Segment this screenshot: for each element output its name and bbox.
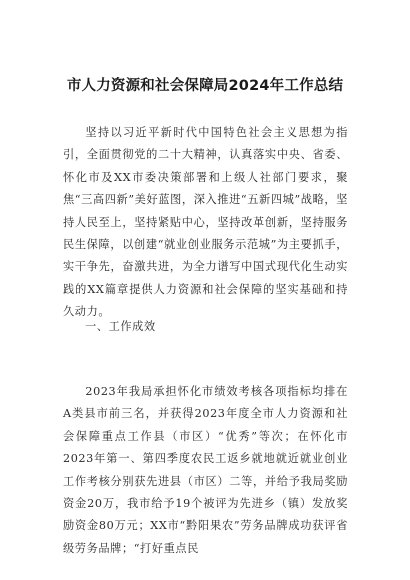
section-heading: 一、工作成效 [85,320,156,333]
document-title: 市人力资源和社会保障局2024年工作总结 [66,78,344,94]
section-paragraph: 2023年我局承担怀化市绩效考核各项指标均排在A类县市前三名，并获得2023年度全市人力资源和社会保障重点工作县（市区）“优秀”等次；在怀化市2023年第一、第四季度农民工返乡就地就近就业创业工作考核分别获先进县（市区）二等，并给予我局奖励资金20万，我市给予19个被评为先进乡（镇）发放奖励资金80万元；XX市“黔阳果农”劳务品牌成功获评省级劳务品牌；“打好重点民 [63,385,348,555]
intro-paragraph: 坚持以习近平新时代中国特色社会主义思想为指引，全面贯彻党的二十大精神，认真落实中央、省委、怀化市及XX市委决策部署和上级人社部门要求，聚焦“三高四新”美好蓝图，深入推进“五新四城”战略，坚持人民至上，坚持紧贴中心，坚持改革创新，坚持服务民生保障，以创建“就业创业服务示范城”为主要抓手，实干争先，奋激共进，为全力谱写中国式现代化生动实践的XX篇章提供人力资源和社会保障的坚实基础和持久动力。 [63,126,348,319]
